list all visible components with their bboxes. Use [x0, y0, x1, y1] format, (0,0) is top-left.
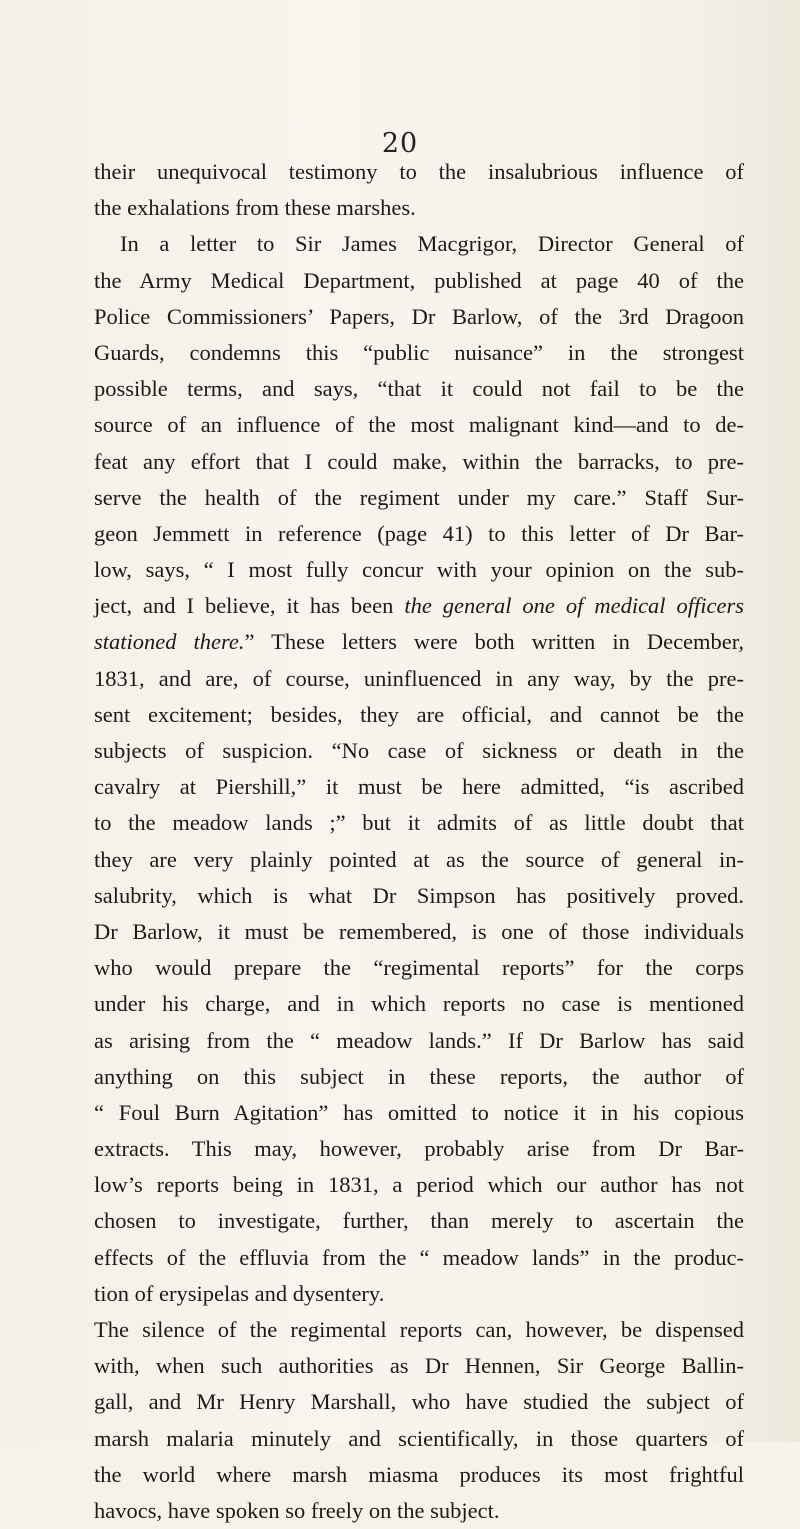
line-text: The silence of the regimental reports can, however, be dispensed: [94, 1317, 744, 1342]
text-line: [94, 407, 744, 443]
line-text: as arising from the “ meadow lands.” If Dr Barlow has said: [94, 1027, 744, 1053]
italic-text: the general one of medical officers: [404, 593, 744, 619]
line-text: possible terms, and says, “that it could not fail to be the: [94, 376, 744, 402]
text-line: [94, 697, 744, 733]
line-text: low’s reports being in 1831, a period which our author has not: [94, 1172, 744, 1198]
line-text: chosen to investigate, further, than merely to ascertain the: [94, 1208, 744, 1234]
line-text: the exhalations from these marshes.: [94, 195, 416, 221]
text-line: [94, 1023, 744, 1059]
line-text: In a letter to Sir James Macgrigor, Director General of: [120, 231, 744, 257]
text-line: [94, 1059, 744, 1095]
line-text: havocs, have spoken so freely on the subject.: [94, 1497, 500, 1523]
line-text: subjects of suspicion. “No case of sickness or death in the: [94, 738, 744, 763]
text-line: [94, 986, 744, 1022]
italic-text: stationed there.: [94, 629, 245, 655]
line-text: they are very plainly pointed at as the source of general in-: [94, 846, 744, 872]
line-text: low, says, “ I most fully concur with your opinion on the sub-: [94, 557, 744, 583]
text-line: [94, 1348, 744, 1384]
text-line: [94, 263, 744, 299]
text-line: [94, 154, 744, 190]
line-text: ject, and I believe, it has been: [94, 593, 405, 619]
text-line: [94, 516, 744, 552]
line-text: marsh malaria minutely and scientifically, in those quarters of: [94, 1425, 744, 1451]
text-line: [94, 588, 744, 624]
text-line: [94, 1312, 744, 1348]
text-line: [94, 444, 744, 480]
text-line: [94, 914, 744, 950]
text-line: [94, 1095, 744, 1131]
text-line: [94, 299, 744, 335]
text-line: [94, 733, 744, 769]
text-line: [94, 1457, 744, 1493]
text-line: [94, 1240, 744, 1276]
text-line: [94, 1384, 744, 1420]
line-text: geon Jemmett in reference (page 41) to this letter of Dr Bar-: [94, 520, 744, 546]
line-text: cavalry at Piershill,” it must be here admitted, “is ascribed: [94, 774, 744, 800]
text-line: [94, 842, 744, 878]
text-line: [94, 1203, 744, 1239]
line-text: anything on this subject in these reports, the author of: [94, 1063, 744, 1089]
text-line: [94, 552, 744, 588]
line-text: under his charge, and in which reports no case is mentioned: [94, 991, 744, 1017]
text-line: [94, 480, 744, 516]
page-number: 20: [381, 128, 419, 159]
text-line: [94, 950, 744, 986]
line-text: Dr Barlow, it must be remembered, is one of those individuals: [94, 918, 744, 944]
text-line: [94, 1276, 744, 1312]
text-line: [94, 335, 744, 371]
line-text: the world where marsh miasma produces its most frightful: [94, 1461, 744, 1487]
text-line: [94, 1493, 744, 1529]
text-line: [94, 190, 744, 226]
line-text: Police Commissioners’ Papers, Dr Barlow, of the 3rd Dragoon: [94, 303, 744, 329]
text-line: [94, 371, 744, 407]
line-text: their unequivocal testimony to the insalubrious influence of: [94, 159, 744, 184]
text-line: [94, 1421, 744, 1457]
line-text: salubrity, which is what Dr Simpson has positively proved.: [94, 882, 744, 908]
line-text: Guards, condemns this “public nuisance” in the strongest: [94, 339, 744, 365]
line-text: serve the health of the regiment under my care.” Staff Sur-: [94, 484, 744, 510]
text-line: [94, 661, 744, 697]
text-line: [94, 878, 744, 914]
body-text: [94, 154, 744, 1529]
line-text: source of an influence of the most malignant kind—and to de-: [94, 412, 744, 438]
text-line: [94, 1131, 744, 1167]
line-text: gall, and Mr Henry Marshall, who have studied the subject of: [94, 1389, 744, 1415]
text-line: [94, 1167, 744, 1203]
line-text: who would prepare the “regimental reports” for the corps: [94, 955, 744, 981]
text-line: [94, 624, 744, 660]
line-text: the Army Medical Department, published at page 40 of the: [94, 267, 744, 293]
line-text: 1831, and are, of course, uninfluenced in any way, by the pre-: [94, 665, 744, 691]
line-text: “ Foul Burn Agitation” has omitted to notice it in his copious: [94, 1099, 744, 1125]
text-line: [94, 805, 744, 841]
line-text: extracts. This may, however, probably arise from Dr Bar-: [94, 1136, 744, 1162]
line-text: with, when such authorities as Dr Hennen, Sir George Ballin-: [94, 1353, 744, 1379]
text-line: [94, 226, 744, 262]
text-line: [94, 769, 744, 805]
line-text: to the meadow lands ;” but it admits of as little doubt that: [94, 810, 744, 836]
line-text: tion of erysipelas and dysentery.: [94, 1280, 385, 1306]
line-text: feat any effort that I could make, within the barracks, to pre-: [94, 448, 744, 474]
line-text-after: ” These letters were both written in December,: [244, 629, 744, 655]
line-text: sent excitement; besides, they are official, and cannot be the: [94, 701, 744, 727]
line-text: effects of the effluvia from the “ meadow lands” in the produc-: [94, 1244, 744, 1270]
